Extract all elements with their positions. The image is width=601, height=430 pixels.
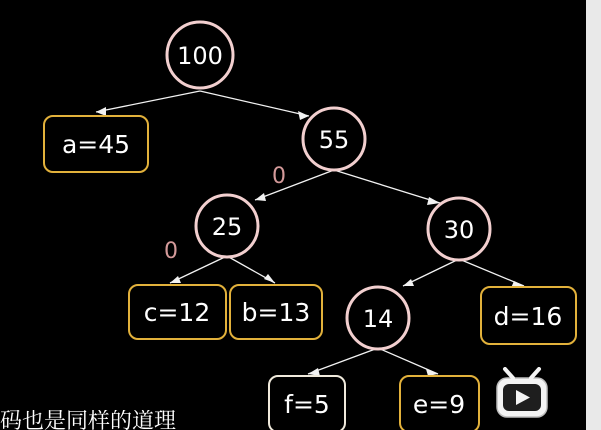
arrowhead-30 — [427, 197, 440, 205]
leaf-f-label: f=5 — [284, 390, 330, 419]
edge-root-55 — [200, 91, 309, 116]
arrowhead-14 — [403, 279, 414, 286]
arrowhead-e — [426, 369, 438, 376]
subtitle-caption — [0, 410, 176, 430]
leaf-b — [230, 285, 322, 339]
bilibili-tv-icon — [493, 367, 551, 419]
node-55-label: 55 — [318, 126, 350, 154]
node-25-label: 25 — [211, 213, 243, 241]
leaf-a-label: a=45 — [61, 130, 131, 159]
arrowhead-25 — [255, 193, 266, 201]
arrowhead-55 — [298, 111, 309, 120]
leaf-e-label: e=9 — [412, 390, 466, 419]
leaf-a — [44, 116, 148, 172]
leaf-e — [400, 376, 479, 430]
node-14 — [347, 287, 409, 349]
edge-14-e — [378, 348, 438, 374]
leaf-f — [269, 376, 345, 430]
arrowhead-c — [170, 276, 181, 283]
edge-label-25-c: 0 — [164, 239, 178, 264]
arrowhead-a — [96, 107, 106, 116]
node-14-label: 14 — [362, 305, 394, 333]
edge-55-25 — [255, 170, 334, 200]
edge-55-30 — [334, 170, 440, 203]
node-root — [167, 22, 233, 88]
leaf-d-label: d=16 — [493, 302, 563, 331]
edge-label-55-25: 0 — [272, 164, 286, 189]
subtitle-text: 码也是同样的道理 — [0, 410, 177, 430]
leaf-c-label: c=12 — [143, 298, 211, 327]
leaf-c — [129, 285, 226, 339]
arrowhead-b — [264, 274, 275, 283]
node-root-label: 100 — [177, 42, 223, 70]
node-30-label: 30 — [443, 216, 475, 244]
node-25 — [196, 195, 258, 257]
arrowhead-f — [308, 368, 320, 376]
edge-root-a — [96, 91, 200, 112]
node-30 — [428, 198, 490, 260]
node-55 — [303, 108, 365, 170]
leaf-b-label: b=13 — [241, 298, 311, 327]
leaf-d — [481, 287, 576, 344]
